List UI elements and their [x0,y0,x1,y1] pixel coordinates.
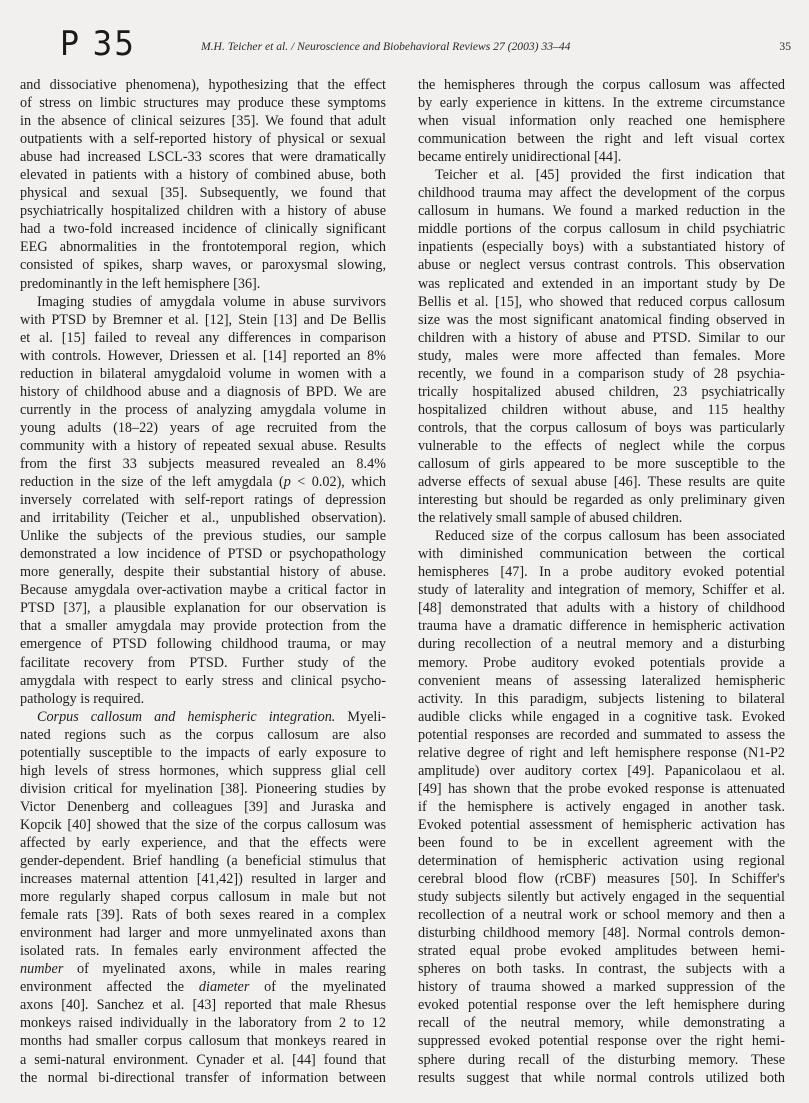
text-line: became entirely unidirectional [44]. [418,149,622,166]
text-line: evoked potential response over the left hemisphere during [418,997,785,1014]
text-line: activity. In this paradigm, subjects listening to bilateral [418,690,785,707]
text-line: recall of the neutral memory, while demonstrating a [418,1015,785,1032]
text-line: EEG abnormalities in the frontotemporal region, which [20,239,386,256]
text-line: nated regions such as the corpus callosum are also [20,726,386,743]
text-line: if the hemisphere is actively engaged in another task. [418,798,785,815]
text-line: Evoked potential assessment of hemispheric activation has [418,816,785,833]
text-line: environment affected the diameter of the myelinated [20,979,386,996]
text-line: gender-dependent. Brief handling (a beneficial stimulus that [20,853,386,870]
text-line: female rats [39]. Rats of both sexes reared in a complex [20,907,386,924]
text-line: pathology is required. [20,690,145,707]
text-line: recently, we found in a comparison study of 28 psychia- [418,365,785,382]
text-line: recollection of a neutral work or school memory and then a [418,907,785,924]
text-line: adverse effects of sexual abuse [46]. These results are quite [418,474,785,491]
text-line: Unlike the subjects of the previous studies, our sample [20,528,386,545]
text-line: childhood trauma may affect the development of the corpus [418,185,785,202]
text-line: facilitate recovery from PTSD. Further study of the [20,654,386,671]
section-heading: Corpus callosum and hemispheric integration. [37,708,336,725]
text-line: amplitude) over auditory cortex [49]. Papanicolaou et al. [418,762,785,779]
text-line: hemispheres [47]. In a probe auditory evoked potential [418,564,785,581]
text-line: isolated rats. In females early environment affected the [20,943,386,960]
text-line: potential responses are recorded and summated to assess the [418,726,785,743]
text-line: trically hospitalized abused children, 23 psychiatrically [418,383,785,400]
text-line: Because amygdala over-activation maybe a critical factor in [20,582,386,599]
text-line: study subjects silently but actively engaged in the sequential [418,889,785,906]
text-line: physical and sexual [35]. Subsequently, we found that [20,185,386,202]
text-line: Bellis et al. [15], who showed that reduced corpus callosum [418,293,785,310]
text-line: amygdala with respect to early stress and clinical psycho- [20,672,386,689]
text-line: inversely correlated with self-report ratings of depression [20,492,386,509]
text-line: PTSD [37], a plausible explanation for our observation is [20,600,386,617]
text-line: relative degree of right and left hemisphere response (N1-P2 [418,744,785,761]
text-line: elevated in patients with a history of combined abuse, both [20,167,386,184]
text-line: had a two-fold increased incidence of clinically significant [20,221,386,238]
text-line: reduction in the size of the left amygdala (p < 0.02), which [20,474,387,491]
text-line: more generally, despite their substantial history of abuse. [20,564,386,581]
text-line: environment had larger and more unmyelinated axons than [20,925,386,942]
text-line: inpatients (especially boys) with a substantiated history of [418,239,785,256]
text-line: consisted of spikes, sharp waves, or paroxysmal slowing, [20,257,386,274]
text-line: high levels of stress hormones, which suppress glial cell [20,762,386,779]
text-line: history of trauma showed a marked suppression of the [418,979,785,996]
page-number: 35 [779,40,791,53]
text-line: outpatients with a self-reported history of physical or sexual [20,131,386,148]
text-line: a semi-natural environment. Cynader et al. [44] found that [20,1051,386,1068]
text-line: with controls. However, Driessen et al. [14] reported an 8% [20,347,386,364]
text-line: been found to be in excellent agreement with the [418,834,785,851]
text-line: the relatively small sample of abused children. [418,510,683,527]
text-line: audible clicks while engaged in a cognitive task. Evoked [418,708,785,725]
text-line: [48] demonstrated that adults with a history of childhood [418,600,785,617]
text-line: community with a history of repeated sexual abuse. Results [20,437,386,454]
text-line: history of childhood abuse and a diagnosis of BPD. We are [20,383,386,400]
text-line: young adults (18–22) years of age recruited from the [20,419,386,436]
text-line: Teicher et al. [45] provided the first indication that [435,167,785,184]
text-line: the hemispheres through the corpus callosum was affected [418,77,785,93]
text-line: division critical for myelination [38]. Pioneering studies by [20,780,386,797]
text-line: size was the most significant anatomical finding observed in [418,311,785,328]
text-line: Victor Denenberg and colleagues [39] and Juraska and [20,798,386,815]
handwritten-page-annotation: P 35 [60,24,136,64]
text-line: study, males were more affected than females. More [418,347,785,364]
text-line: number of myelinated axons, while in males rearing [20,961,386,978]
text-line: with diminished communication between the cortical [418,546,785,563]
text-line: more regularly shaped corpus callosum in male but not [20,889,386,906]
running-head: M.H. Teicher et al. / Neuroscience and Biobehavioral Reviews 27 (2003) 33–44 [201,40,571,53]
text-line: emergence of PTSD following childhood trauma, or may [20,636,386,653]
text-line: hospitalized children without abuse, and 115 healthy [418,401,785,418]
text-line: when visual information only reached one hemisphere [418,113,785,130]
text-line: trauma have a dramatic difference in hemispheric activation [418,618,785,635]
text-line: callosum in humans. We found a marked reduction in the [418,203,785,220]
text-line: results suggest that while normal controls utilized both [418,1069,785,1086]
text-line: callosum of girls appeared to be more susceptible to the [418,455,785,472]
text-line: from the first 33 subjects measured revealed an 8.4% [20,455,386,472]
text-line: was replicated and extended in an important study by De [418,275,785,292]
text-line: determination of hemispheric activation using regional [418,853,785,870]
right-column [418,76,785,1087]
text-line: middle portions of the corpus callosum in child psychiatric [418,221,785,238]
text-line: psychiatrically hospitalized children with a history of abuse [20,203,386,220]
text-line: [49] has shown that the probe evoked response is attenuated [418,780,785,797]
italic-term: number [20,961,64,978]
text-line: potentially susceptible to the impacts of early exposure to [20,744,386,761]
text-line: abuse had increased LSCL-33 scores that were dramatically [20,149,386,166]
text-line: abuse or neglect versus contrast controls. This observation [418,257,785,274]
text-line: sphere during recall of the disturbing memory. These [418,1051,785,1068]
text-line: and dissociative phenomena), hypothesizing that the effect [20,77,386,93]
text-line: currently in the process of analyzing amygdala volume in [20,401,386,418]
text-line: Kopcik [40] showed that the size of the corpus callosum was [20,816,386,833]
text-line: children with a history of abuse and PTSD. Similar to our [418,329,785,346]
text-line: vulnerable to the effects of neglect while the corpus [418,437,785,454]
text-line: disturbing childhood memory [48]. Normal controls demon- [418,925,785,942]
text-line: the normal bi-directional transfer of information between [20,1069,386,1086]
text-line: demonstrated a low incidence of PTSD or psychopathology [20,546,386,563]
text-line: interesting but should be regarded as only preliminary given [418,492,785,509]
text-line: et al. [15] failed to reveal any differences in comparison [20,329,386,346]
text-line: cerebral blood flow (rCBF) measures [50]. In Schiffer's [418,871,785,888]
text-line: by early experience in kittens. In the extreme circumstance [418,95,785,112]
text-line: months had smaller corpus callosum that monkeys reared in [20,1033,386,1050]
text-line: and irritability (Teicher et al., unpublished observation). [20,510,386,527]
text-line: spheres on both tasks. In contrast, the subjects with a [418,961,785,978]
text-line: Reduced size of the corpus callosum has been associated [435,528,785,545]
text-line: axons [40]. Sanchez et al. [43] reported that male Rhesus [20,997,386,1014]
text-line: convenient means of assessing lateralized hemispheric [418,672,785,689]
text-line: Imaging studies of amygdala volume in abuse survivors [37,293,386,310]
text-line: memory. Probe auditory evoked potentials provide a [418,654,785,671]
text-line: in the absence of clinical seizures [35]. We found that adult [20,113,386,130]
text-line: of stress on limbic structures may produce these symptoms [20,95,386,112]
text-line: monkeys raised individually in the laboratory from 2 to 12 [20,1015,386,1032]
text-line: controls, that the corpus callosum of boys was particularly [418,419,785,436]
italic-term: p [283,474,291,491]
text-line: strated equal probe evoked amplitudes between hemi- [418,943,785,960]
text-line: increases maternal attention [41,42]) resulted in larger and [20,871,386,888]
text-line: reduction in bilateral amygdaloid volume in women with a [20,365,386,382]
text-line: communication between the right and left visual cortex [418,131,785,148]
text-line: study of laterality and integration of memory, Schiffer et al. [418,582,785,599]
text-line: affected by early experience, and that the effects were [20,834,386,851]
text-line: predominantly in the left hemisphere [36]. [20,275,261,292]
left-column [20,76,386,1087]
text-line: that a smaller amygdala may provide protection from the [20,618,386,635]
text-line: with PTSD by Bremner et al. [12], Stein [13] and De Bellis [20,311,386,328]
italic-term: diameter [198,979,250,996]
text-line: during recollection of a neutral memory and a disturbing [418,636,785,653]
text-line: suppressed evoked potential response over the right hemi- [418,1033,785,1050]
text-line: Corpus callosum and hemispheric integration. Myeli- [37,708,386,725]
